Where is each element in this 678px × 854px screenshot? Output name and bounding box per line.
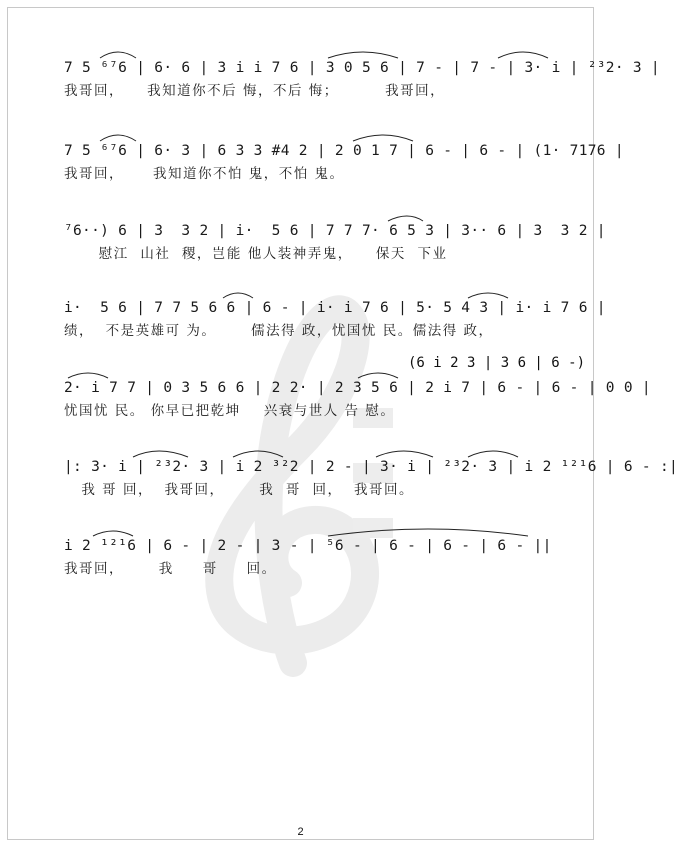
score-line-2: [64, 139, 624, 183]
score-line-5: [64, 376, 651, 420]
lyrics-row: 我哥回， 我知道你不怕 鬼，不怕 鬼。: [64, 166, 345, 182]
page-number: 2: [297, 826, 304, 838]
score-line-1: [64, 56, 660, 100]
lyrics-row: 我哥回， 我知道你不后 悔，不后 悔； 我哥回，: [64, 83, 446, 99]
notation-row: 2· i 7 7 | 0 3 5 6 6 | 2 2· | 2 3 5 6 | 2 i 7 | 6 - | 6 - | 0 0 |: [64, 380, 651, 396]
notation-row: ⁷6··) 6 | 3 3 2 | i· 5 6 | 7 7 7· 6 5 3 | 3·· 6 | 3 3 2 |: [64, 223, 606, 239]
notation-row: |: 3· i | ²³2· 3 | i 2 ³²2 | 2 - | 3· i | ²³2· 3 | i 2 ¹²¹6 | 6 - :|: [64, 459, 678, 475]
lyrics-row: 我 哥 回， 我哥回， 我 哥 回， 我哥回。: [64, 482, 415, 498]
lyrics-row: 忧国忧 民。 你早已把乾坤 兴衰与世人 告 慰。: [64, 403, 396, 419]
lyrics-row: 慰江 山社 稷，岂能 他人装神弄鬼， 保天 下业: [64, 246, 448, 262]
notation-row: 7 5 ⁶⁷6 | 6· 3 | 6 3 3 #4 2 | 2 0 1 7 | 6 - | 6 - | (1· 7176 |: [64, 143, 624, 159]
score-page: [7, 7, 678, 840]
intro-phrase: (6 i 2 3 | 3 6 | 6 -): [408, 355, 586, 371]
score-line-4: [64, 296, 606, 340]
score-line-6: [64, 455, 678, 499]
lyrics-row: 绩， 不是英雄可 为。 儒法得 政，忧国忧 民。儒法得 政，: [64, 323, 494, 339]
notation-row: i 2 ¹²¹6 | 6 - | 2 - | 3 - | ⁵6 - | 6 - | 6 - | 6 - ||: [64, 538, 552, 554]
score-line-3: [64, 219, 606, 263]
notation-row: i· 5 6 | 7 7 5 6 6 | 6 - | i· i 7 6 | 5· 5 4 3 | i· i 7 6 |: [64, 300, 606, 316]
notation-row: 7 5 ⁶⁷6 | 6· 6 | 3 i i 7 6 | 3 0 5 6 | 7 - | 7 - | 3· i | ²³2· 3 |: [64, 60, 660, 76]
score-line-7: [64, 534, 564, 578]
lyrics-row: 我哥回， 我 哥 回。: [64, 561, 277, 577]
